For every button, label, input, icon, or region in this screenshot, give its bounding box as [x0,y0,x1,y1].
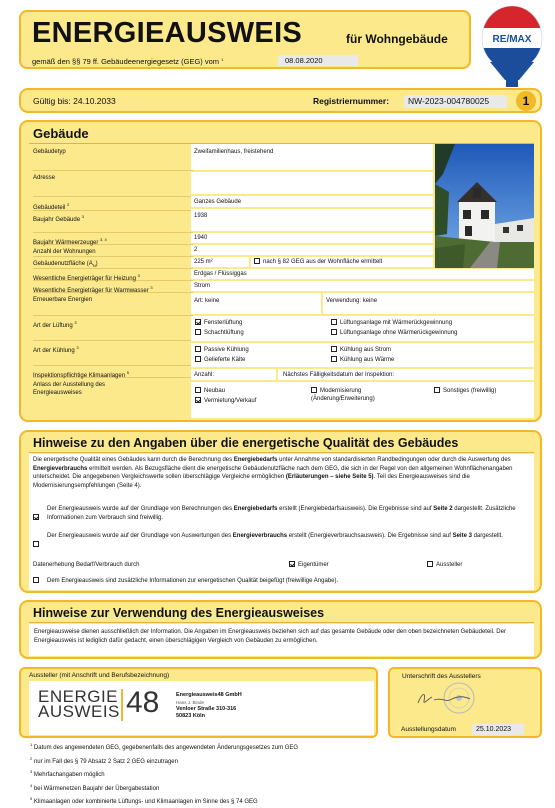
checkbox[interactable] [331,356,337,362]
issuer-city: 50823 Köln [176,713,206,719]
brand-name: RE/MAX [492,34,532,45]
label-address: Adresse [33,171,193,197]
demand-checkbox[interactable] [33,506,42,524]
label-inspection: Inspektionspflichtige Klimaanlagen $^5$ [33,366,193,378]
valid-until: Gültig bis: 24.10.2033 [33,96,116,106]
issuer-person: Hans J. Binde [176,700,205,705]
label-building-part: Gebäudeteil $^2$ [33,197,193,211]
reason-modernisation[interactable]: Modernisierung (Änderung/Erweiterung) [311,388,375,402]
issuer-logo-number: 48 [126,686,160,719]
remax-balloon-logo [478,4,546,90]
consumption-option-text: Der Energieausweis wurde auf der Grundlage von Auswertungen des Energieverbrauchs erstellt (Energieverbrauchsausweis). Die Ergebnisse sind auf Seite 3 dargestellt. [47,533,503,539]
label-water-carrier: Wesentliche Energieträger für Warmwasser $^3$ [33,281,193,293]
label-apartments: Anzahl der Wohnungen [33,245,193,257]
page-number-badge: 1 [516,91,536,111]
reason-new-build[interactable]: Neubau [195,387,225,395]
checkbox-checked[interactable] [195,397,201,403]
issuer-box [29,681,374,735]
label-ventilation: Art der Lüftung $^3$ [33,316,193,341]
cool-delivered[interactable]: Gelieferte Kälte [195,356,245,364]
issue-date-value: 25.10.2023 [472,724,524,735]
checkbox[interactable] [427,561,433,567]
reason-options [191,382,534,418]
value-year-heater: 1940 [191,233,433,243]
checkbox[interactable] [311,387,317,393]
building-labels [33,146,193,402]
label-usable-area: Gebäudenutzfläche $(A_N)$ [33,257,193,269]
usage-title: Hinweise zur Verwendung des Energieausweises [33,606,325,620]
checkbox[interactable] [254,258,260,264]
footnote: $^1$ Datum des angewendeten GEG, gegebenenfalls des angewendeten Änderungsgesetzes zum GEG [30,742,299,751]
inspection-count: Anzahl: [191,369,276,380]
info-bar [19,88,542,113]
issue-date-label: Ausstellungsdatum [401,726,456,733]
cool-electric[interactable]: Kühlung aus Strom [331,346,391,354]
building-section [19,120,542,422]
building-photo [435,144,534,268]
quality-title: Hinweise zu den Angaben über die energetische Qualität des Gebäudes [33,436,459,450]
issuer-logo: ENERGIE AUSWEIS [38,687,120,721]
data-collection-label: Datenerhebung Bedarf/Verbrauch durch [33,562,140,568]
consumption-checkbox[interactable] [33,533,42,551]
area-method-checkbox[interactable]: nach § 82 GEG aus der Wohnfläche ermittelt [251,257,433,267]
registration-label: Registriernummer: [313,96,390,106]
logo-divider [121,689,123,721]
signature-label: Unterschrift des Ausstellers [402,673,481,680]
label-heating-carrier: Wesentliche Energieträger für Heizung $^3$ [33,269,193,281]
issuer-section [19,667,378,738]
data-owner-option[interactable]: Eigentümer [289,561,329,569]
signature [412,685,482,711]
vent-shaft[interactable]: Schachtlüftung [195,329,244,337]
checkbox[interactable] [195,346,201,352]
cooling-options [191,343,534,367]
building-title: Gebäude [33,126,89,141]
footnote: $^2$ nur im Fall des § 79 Absatz 2 Satz 2 GEG einzutragen [30,755,178,765]
extra-info-option[interactable]: Dem Energieausweis sind zusätzliche Informationen zur energetischen Qualität beigefügt (freiwillige Angabe). [33,577,338,585]
reason-other[interactable]: Sonstiges (freiwillig) [434,387,496,395]
footnote: $^5$ Klimaanlagen oder kombinierte Lüftungs- und Klimaanlagen im Sinne des § 74 GEG [30,796,258,805]
value-water-carrier: Strom [191,281,534,291]
demand-option-text: Der Energieausweis wurde auf der Grundlage von Berechnungen des Energiebedarfs erstellt (Energiebedarfsausweis). Die Ergebnisse sind auf Seite 2 dargestellt. Zusätzliche Informationen zum Verbrauch sind freiwillig. [47,506,516,521]
label-year-built: Baujahr Gebäude $^3$ [33,211,193,233]
checkbox[interactable] [195,356,201,362]
checkbox-checked[interactable] [33,514,39,520]
checkbox[interactable] [434,387,440,393]
label-cooling: Art der Kühlung $^3$ [33,341,193,366]
issuer-company: Energieausweis48 GmbH [176,692,242,698]
vent-without-recovery[interactable]: Lüftungsanlage ohne Wärmerückgewinnung [331,329,457,337]
checkbox[interactable] [331,346,337,352]
data-issuer-option[interactable]: Aussteller [427,561,462,569]
usage-section [19,600,542,659]
checkbox[interactable] [195,329,201,335]
header-box [19,10,471,69]
reason-rent-sale[interactable]: Vermietung/Verkauf [195,397,256,405]
vent-window[interactable]: Fensterlüftung [195,319,242,327]
value-usable-area: 225 m² [191,257,249,267]
issuer-label: Aussteller (mit Anschrift und Berufsbezeichnung) [29,672,170,679]
checkbox[interactable] [331,319,337,325]
usage-text: Energieausweise dienen ausschließlich der Information. Die Angaben im Energieausweis beziehen sich auf das gesamte Gebäude oder den oben bezeichneten Gebäudeteil. Der Energieausweis ist lediglich dafür gedacht, einen überschlägigen Vergleich von Gebäuden zu ermöglichen. [29,624,534,656]
value-building-type: Zweifamilienhaus, freistehend [191,144,433,170]
registration-number: NW-2023-004780025 [404,95,507,108]
label-year-heater: Baujahr Wärmeerzeuger $^{3, 4}$ [33,233,193,245]
footnote: $^4$ bei Wärmenetzen Baujahr der Übergabestation [30,782,160,792]
issuer-street: Venloer Straße 310-316 [176,706,237,712]
value-address [191,172,433,194]
checkbox-checked[interactable] [289,561,295,567]
checkbox[interactable] [195,387,201,393]
cool-passive[interactable]: Passive Kühlung [195,346,249,354]
checkbox[interactable] [33,577,39,583]
legal-reference: gemäß den §§ 79 ff. Gebäudeenergiegesetz (GEG) vom $^1$ [32,57,224,66]
quality-section [19,430,542,593]
value-renew-use: Verwendung: keine [323,293,534,314]
value-building-part: Ganzes Gebäude [191,196,433,207]
signature-section [388,667,542,738]
value-apartments: 2 [191,245,433,255]
checkbox[interactable] [331,329,337,335]
vent-with-recovery[interactable]: Lüftungsanlage mit Wärmerückgewinnung [331,319,452,327]
value-renew-type: Art: keine [191,293,321,314]
valid-until-value: 24.10.2033 [73,96,116,106]
document-subtitle: für Wohngebäude [346,32,448,46]
quality-body [29,454,534,590]
label-reason: Anlass der Ausstellung des Energieausweises [33,382,106,396]
checkbox[interactable] [33,541,39,547]
value-year-built: 1938 [191,209,433,231]
footnote: $^3$ Mehrfachangaben möglich [30,769,105,778]
cool-heat[interactable]: Kühlung aus Wärme [331,356,394,364]
label-building-type: Gebäudetyp [33,146,193,171]
checkbox-checked[interactable] [195,319,201,325]
document-title: ENERGIEAUSWEIS [32,17,303,49]
footnotes [30,740,530,808]
value-heating-carrier: Erdgas / Flüssiggas [191,269,534,279]
inspection-next-date: Nächstes Fälligkeitsdatum der Inspektion: [278,369,534,380]
legal-date: 08.08.2020 [278,55,358,66]
ventilation-options [191,316,534,341]
label-renewables: Erneuerbare Energien [33,293,193,316]
quality-intro: Die energetische Qualität eines Gebäudes kann durch die Berechnung des Energiebedarfs unter Annahme von standardisierten Randbedingungen oder durch die Auswertung des Energieverbrauchs ermittelt werden. Als Bezugsfläche dient die energetische Gebäudenutzfläche nach dem GEG, die sich in der Regel von den allgemeinen Wohnflächenangaben unterscheidet. Die angegebenen Vergleichswerte sollen überschlägige Vergleiche ermöglichen (Erläuterungen – siehe Seite 5). Teil des Energieausweises sind die Modernisierungsempfehlungen (Seite 4). [33,457,513,490]
